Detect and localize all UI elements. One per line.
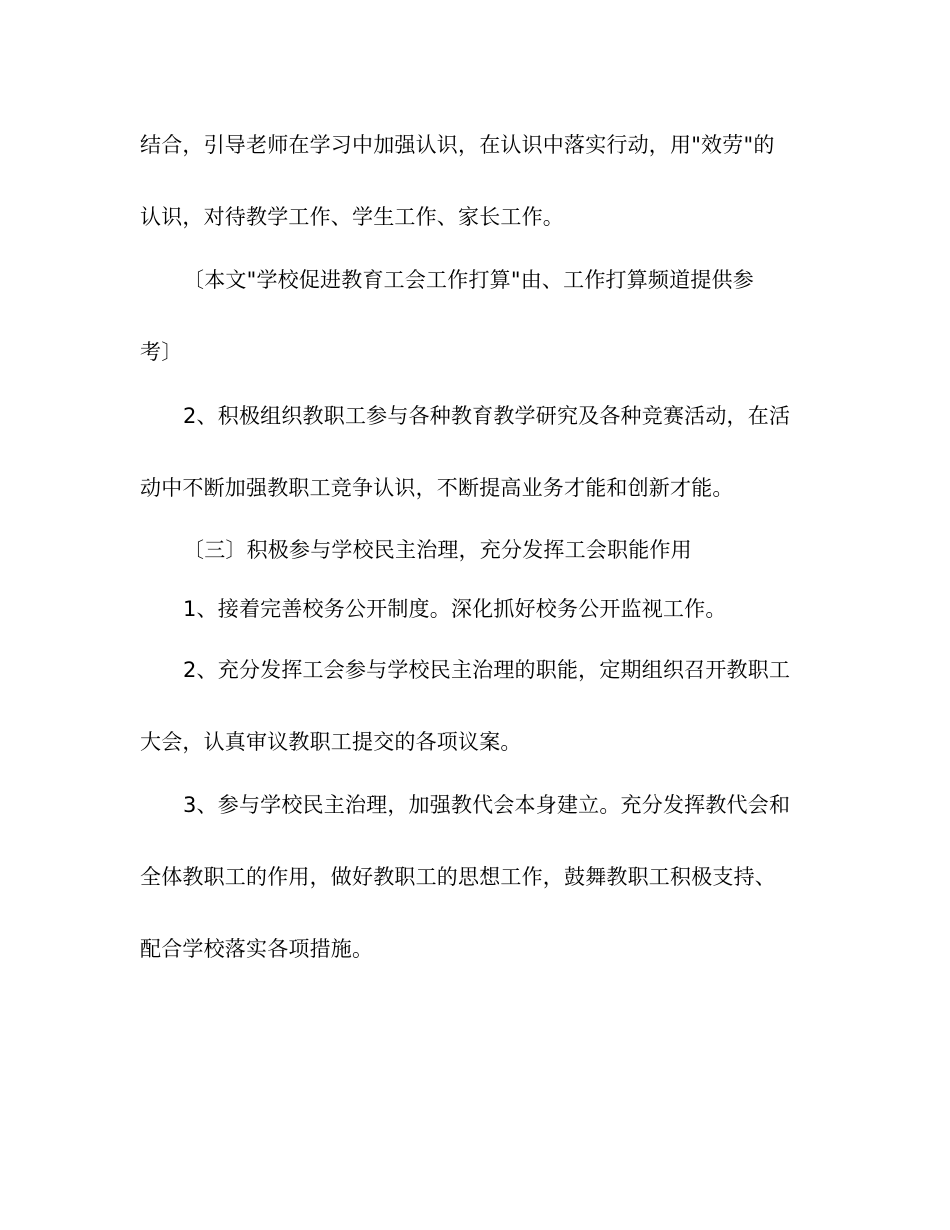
text-line-8: 1、接着完善校务公开制度。深化抓好校务公开监视工作。 xyxy=(183,597,727,621)
text-line-6: 动中不断加强教职工竞争认识，不断提高业务才能和创新才能。 xyxy=(140,476,734,500)
text-line-2: 认识，对待教学工作、学生工作、家长工作。 xyxy=(140,205,564,229)
text-line-5: 2、积极组织教职工参与各种教育教学研究及各种竞赛活动，在活 xyxy=(183,404,791,428)
text-line-4: 考〕 xyxy=(140,340,183,364)
text-line-9: 2、充分发挥工会参与学校民主治理的职能，定期组织召开教职工 xyxy=(183,658,791,682)
text-line-10: 大会，认真审议教职工提交的各项议案。 xyxy=(140,730,522,754)
text-line-12: 全体教职工的作用，做好教职工的思想工作，鼓舞教职工积极支持、 xyxy=(140,865,776,889)
text-line-13: 配合学校落实各项措施。 xyxy=(140,937,374,961)
text-line-3: 〔本文"学校促进教育工会工作打算"由、工作打算频道提供参 xyxy=(183,268,754,292)
text-line-7: 〔三〕积极参与学校民主治理，充分发挥工会职能作用 xyxy=(183,538,692,562)
text-line-11: 3、参与学校民主治理，加强教代会本身建立。充分发挥教代会和 xyxy=(183,793,791,817)
text-line-1: 结合，引导老师在学习中加强认识，在认识中落实行动，用"效劳"的 xyxy=(140,133,775,157)
